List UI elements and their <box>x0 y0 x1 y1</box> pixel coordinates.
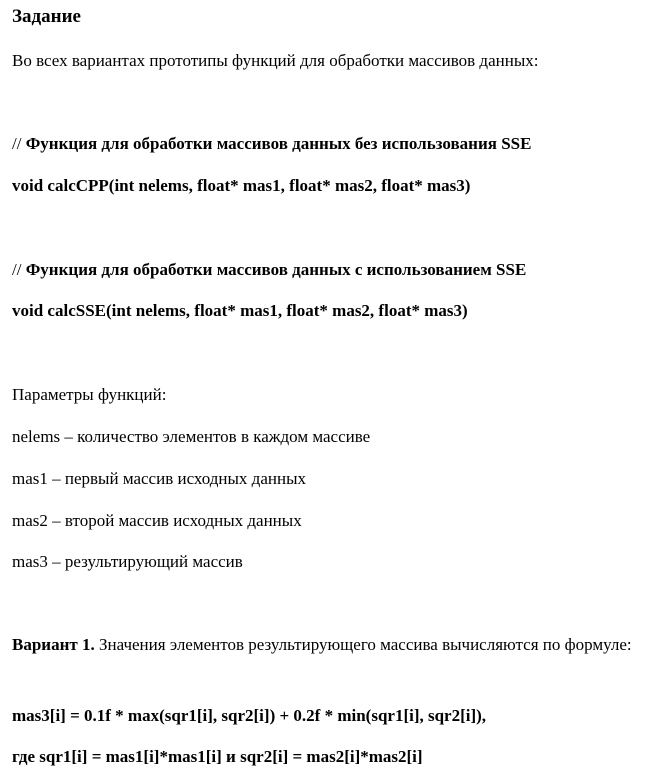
param-item: mas2 – второй массив исходных данных <box>12 511 302 530</box>
param-item: nelems – количество элементов в каждом массиве <box>12 427 371 446</box>
params-title: Параметры функций: <box>12 385 167 404</box>
func1-comment-slashes: // <box>12 134 22 153</box>
where-and: и <box>226 747 236 766</box>
variant-text: Значения элементов результирующего массива вычисляются по формуле: <box>98 635 632 654</box>
func2-comment-text: Функция для обработки массивов данных с использованием SSE <box>25 260 527 279</box>
where-sqr2: sqr2[i] = mas2[i]*mas2[i] <box>240 747 423 766</box>
variant-where <box>12 746 656 768</box>
func1-comment-text: Функция для обработки массивов данных без использования SSE <box>25 134 532 153</box>
where-prefix: где <box>12 747 36 766</box>
variant-paragraph <box>12 632 656 658</box>
variant-formula: mas3[i] = 0.1f * max(sqr1[i], sqr2[i]) + 0.2f * min(sqr1[i], sqr2[i]), <box>12 706 487 725</box>
func2-comment-slashes: // <box>12 260 22 279</box>
where-sqr1: sqr1[i] = mas1[i]*mas1[i] <box>39 747 222 766</box>
func2-signature: void calcSSE(int nelems, float* mas1, float* mas2, float* mas3) <box>12 301 468 320</box>
variant-label: Вариант 1. <box>12 635 95 654</box>
func1-comment <box>12 133 656 155</box>
func1-signature: void calcCPP(int nelems, float* mas1, float* mas2, float* mas3) <box>12 176 471 195</box>
intro-text: Во всех вариантах прототипы функций для обработки массивов данных: <box>12 51 539 70</box>
page-title: Задание <box>12 6 81 27</box>
param-item: mas1 – первый массив исходных данных <box>12 469 306 488</box>
param-item: mas3 – результирующий массив <box>12 552 243 571</box>
func2-comment <box>12 259 656 281</box>
